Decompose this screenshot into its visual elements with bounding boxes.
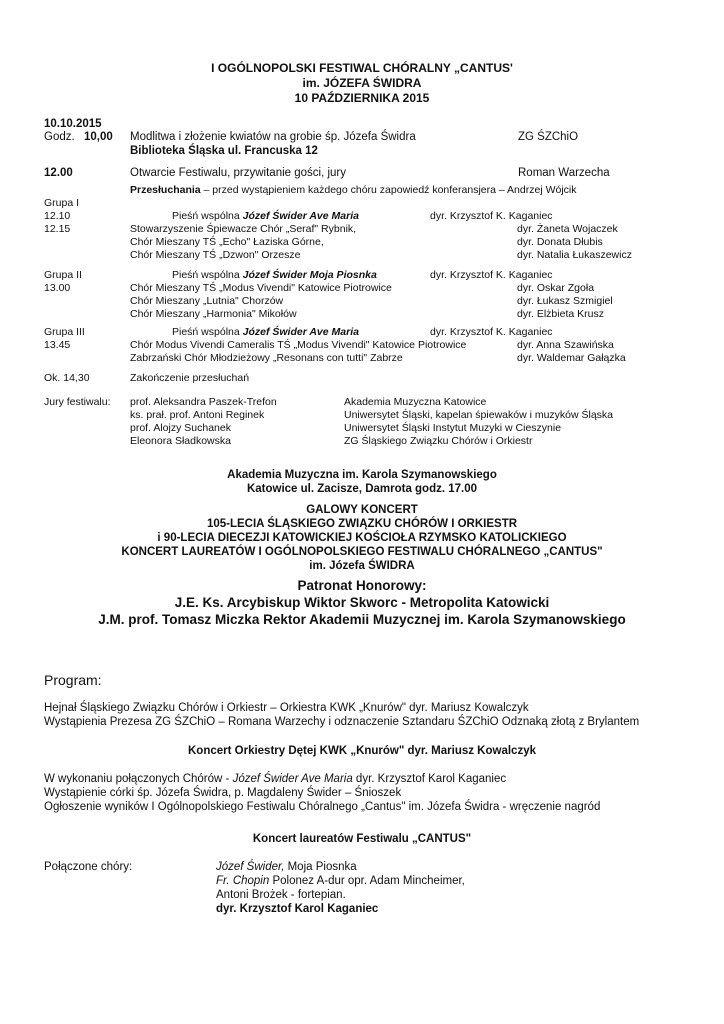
song-title: Józef Świder Moja Piosnka (242, 269, 377, 281)
song-title: Józef Świder Ave Maria (242, 210, 359, 222)
ending-time: Ok. 14,30 (44, 372, 90, 384)
jury-member-name: prof. Alojzy Suchanek (130, 422, 231, 434)
choir-name: Chór Mieszany TŚ „Dzwon" Orzesze (130, 249, 301, 261)
gala-title-line-3: i 90-LECIA DIECEZJI KATOWICKIEJ KOŚCIOŁA RZYMSKO KATOLICKIEGO (157, 532, 567, 544)
choir-name: Zabrzański Chór Młodzieżowy „Resonans con tutti" Zabrze (130, 352, 403, 364)
orchestra-concert-title: Koncert Orkiestry Dętej KWK „Knurów" dyr. Mariusz Kowalczyk (188, 745, 536, 757)
group-3-time-1: 13.45 (44, 339, 71, 351)
laureates-concert-title: Koncert laureatów Festiwalu „CANTUS" (252, 833, 472, 845)
group-1-time-2: 12.15 (44, 223, 71, 235)
program-line-1: Hejnał Śląskiego Związku Chórów i Orkiestr – Orkiestra KWK „Knurów" dyr. Mariusz Kowalczyk (44, 702, 529, 714)
pianist: Antoni Brożek - fortepian. (216, 889, 346, 901)
program-line-3 (44, 772, 506, 786)
program-line-4: Wystąpienie córki śp. Józefa Świdra, p. Magdaleny Świder – Śnioszek (44, 787, 402, 799)
group-3-song (172, 326, 359, 339)
header-patron: im. JÓZEFA ŚWIDRA (302, 76, 422, 90)
choir-director: dyr. Natalia Łukaszewicz (517, 249, 632, 261)
choir-director: dyr. Donata Dłubis (517, 236, 603, 248)
header-date: 10 PAŹDZIERNIKA 2015 (294, 91, 430, 105)
program-heading: Program: (44, 672, 102, 688)
choir-director: dyr. Waldemar Gałązka (517, 352, 626, 364)
conductor: dyr. Krzysztof Karol Kaganiec (216, 903, 379, 915)
piece-1 (216, 860, 357, 874)
song-prefix: Pieśń wspólna (172, 210, 243, 222)
time-1: 10,00 (84, 131, 113, 143)
group-1-time-1: 12.10 (44, 210, 71, 222)
jury-member-affiliation: ZG Śląskiego Związku Chórów i Orkiestr (344, 435, 533, 447)
program-line-2: Wystąpienia Prezesa ZG ŚZChiO – Romana Warzechy i odznaczenie Sztandaru ŚZChiO Odznaką złotą z Brylantem (44, 716, 640, 728)
gala-title-line-2: 105-LECIA ŚLĄSKIEGO ZWIĄZKU CHÓRÓW I ORKIESTR (206, 518, 518, 530)
piece-2 (216, 874, 465, 888)
event-1: Modlitwa i złożenie kwiatów na grobie śp. Józefa Świdra (130, 131, 416, 143)
venue-1: Biblioteka Śląska ul. Francuska 12 (130, 145, 318, 157)
group-3-song-director: dyr. Krzysztof K. Kaganiec (430, 326, 553, 338)
event-2: Otwarcie Festiwalu, przywitanie gości, jury (130, 167, 347, 179)
ending-text: Zakończenie przesłuchań (130, 372, 250, 384)
patron-2: J.M. prof. Tomasz Miczka Rektor Akademii Muzycznej im. Karola Szymanowskiego (98, 612, 626, 627)
choir-director: dyr. Żaneta Wojaczek (517, 223, 618, 235)
choir-name: Stowarzyszenie Śpiewacze Chór „Seraf" Rybnik, (130, 223, 357, 235)
choir-name: Chór Mieszany „Harmonia" Mikołów (130, 308, 297, 320)
jury-member-affiliation: Akademia Muzyczna Katowice (344, 396, 487, 408)
piece-name: Moja Piosnka (284, 861, 357, 873)
jury-member-name: ks. prał. prof. Antoni Reginek (130, 409, 265, 421)
combined-choirs-label: Połączone chóry: (44, 861, 133, 873)
choir-director: dyr. Elżbieta Krusz (517, 308, 604, 320)
auditions-note (130, 184, 577, 197)
schedule-date: 10.10.2015 (44, 118, 102, 130)
piece-name: Polonez A-dur opr. Adam Mincheimer, (269, 875, 465, 887)
godz-label: Godz. (44, 131, 75, 143)
choir-director: dyr. Anna Szawińska (517, 339, 614, 351)
event-2-person: Roman Warzecha (518, 167, 610, 179)
event-1-org: ZG ŚZChiO (518, 131, 579, 143)
group-1-song (172, 210, 359, 223)
group-3-label: Grupa III (44, 326, 85, 338)
gala-title: GALOWY KONCERT (306, 504, 418, 516)
jury-member-affiliation: Uniwersytet Śląski, kapelan śpiewaków i muzyków Śląska (344, 409, 614, 421)
composer: Fr. Chopin (216, 875, 270, 887)
gala-title-line-4: KONCERT LAUREATÓW I OGÓLNOPOLSKIEGO FESTIWALU CHÓRALNEGO „CANTUS" (121, 546, 603, 558)
gala-title-line-5: im. Józefa ŚWIDRA (309, 560, 415, 572)
piece-title: Józef Świder Ave Maria (232, 773, 353, 785)
group-1-song-director: dyr. Krzysztof K. Kaganiec (430, 210, 553, 222)
text-part: dyr. Krzysztof Karol Kaganiec (352, 773, 507, 785)
jury-label: Jury festiwalu: (44, 396, 111, 408)
auditions-rest: – przed wystąpieniem każdego chóru zapowiedź konferansjera – Andrzej Wójcik (200, 184, 577, 196)
choir-name: Chór Modus Vivendi Cameralis TŚ „Modus Vivendi" Katowice Piotrowice (130, 339, 467, 351)
choir-name: Chór Mieszany TŚ „Echo" Łaziska Górne, (130, 236, 324, 248)
gala-venue-time: Katowice ul. Zacisze, Damrota godz. 17.00 (246, 483, 478, 495)
jury-member-name: Eleonora Sładkowska (130, 435, 231, 447)
choir-name: Chór Mieszany „Lutnia" Chorzów (130, 295, 284, 307)
choir-director: dyr. Oskar Zgoła (517, 282, 595, 294)
patronage-title: Patronat Honorowy: (297, 578, 427, 593)
time-2: 12.00 (44, 167, 73, 179)
group-1-label: Grupa I (44, 197, 80, 209)
jury-member-name: prof. Aleksandra Paszek-Trefon (130, 396, 277, 408)
composer: Józef Świder, (216, 861, 285, 873)
group-2-song-director: dyr. Krzysztof K. Kaganiec (430, 269, 553, 281)
header-title: I OGÓLNOPOLSKI FESTIWAL CHÓRALNY „CANTUS' (211, 61, 513, 75)
song-prefix: Pieśń wspólna (172, 269, 243, 281)
song-prefix: Pieśń wspólna (172, 326, 243, 338)
group-2-time-1: 13.00 (44, 282, 71, 294)
program-line-5: Ogłoszenie wyników I Ogólnopolskiego Festiwalu Chóralnego „Cantus" im. Józefa Świdra - wręczenie nagród (44, 801, 601, 813)
gala-venue: Akademia Muzyczna im. Karola Szymanowskiego (227, 469, 497, 481)
patron-1: J.E. Ks. Arcybiskup Wiktor Skworc - Metropolita Katowicki (174, 595, 550, 610)
group-2-song (172, 269, 377, 282)
choir-director: dyr. Łukasz Szmigiel (517, 295, 613, 307)
choir-name: Chór Mieszany TŚ „Modus Vivendi" Katowice Piotrowice (130, 282, 392, 294)
jury-member-affiliation: Uniwersytet Śląski Instytut Muzyki w Cieszynie (344, 422, 562, 434)
song-title: Józef Świder Ave Maria (242, 326, 359, 338)
text-part: W wykonaniu połączonych Chórów - (44, 773, 233, 785)
group-2-label: Grupa II (44, 269, 82, 281)
auditions-bold: Przesłuchania (130, 184, 201, 196)
